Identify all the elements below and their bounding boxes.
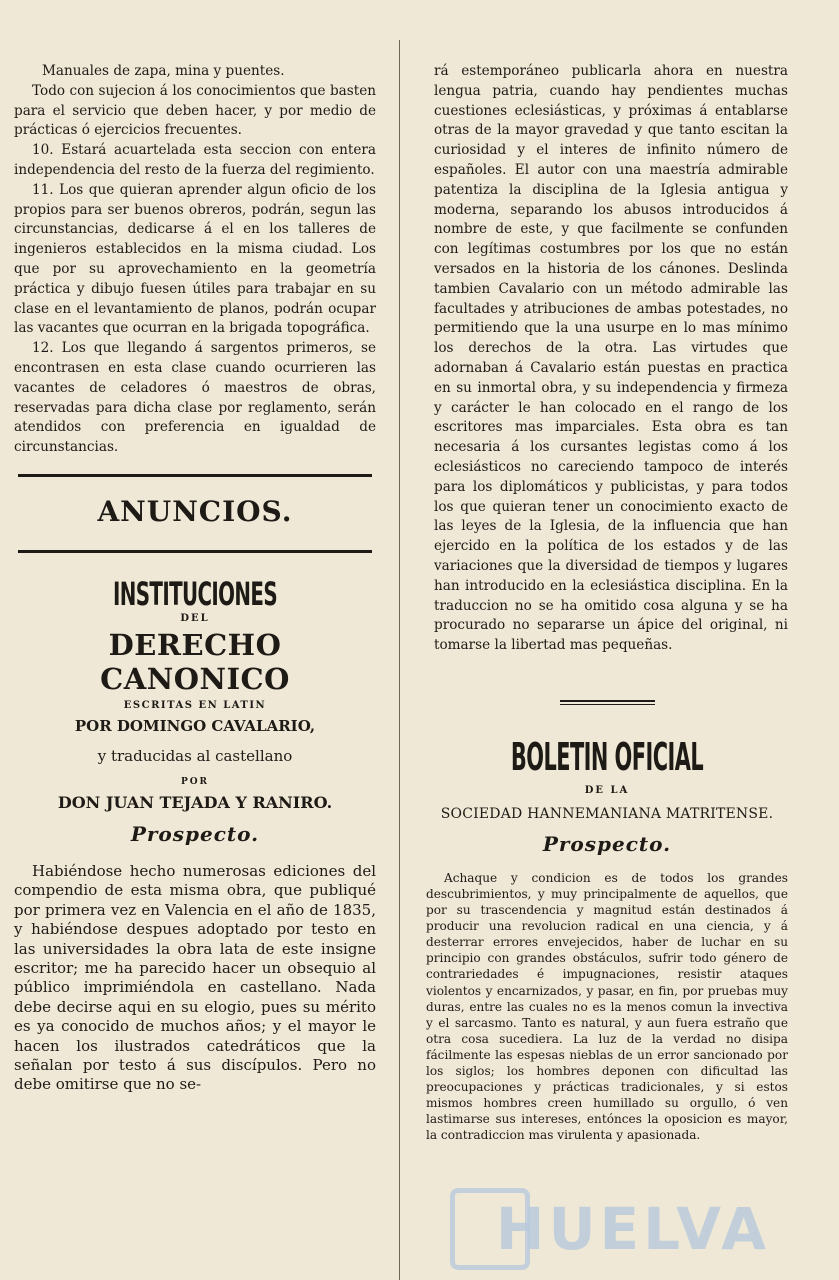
- anuncios-heading: ANUNCIOS.: [97, 494, 293, 528]
- paragraph-item-10: 10. Estará acuartelada esta seccion con entera independencia del resto de la fuerza del regimiento.: [14, 142, 376, 178]
- right-column: [426, 62, 788, 1144]
- rule-top: [18, 474, 372, 477]
- ad-title-instituciones: INSTITUCIONES: [112, 574, 278, 613]
- rule-bottom: [18, 550, 372, 553]
- ad-del: DEL: [180, 612, 210, 624]
- ad-translator: DON JUAN TEJADA Y RANIRO.: [57, 792, 333, 812]
- ad-escritas: ESCRITAS EN LATIN: [123, 699, 267, 711]
- ad-prospecto-heading: Prospecto.: [130, 821, 260, 846]
- ad-traducidas: y traducidas al castellano: [97, 746, 293, 765]
- ad-body-boletin: Achaque y condicion es de todos los grandes descubrimientos, y muy principalmente de aquellos, que por su trascendencia y magnitud están destinados á producir una revolucion radical en una ciencia, y á desterrar errores envejecidos, haber de luchar en su principio con grandes obstáculos, sufrir todo género de contrariedades é impugnaciones, resistir ataques violentos y encarnizados, y pasar, en fin, por pruebas muy duras, entre las cuales no es la menos comun la invectiva y el sarcasmo. Tanto es natural, y aun fuera estraño que otra cosa sucediera. La luz de la verdad no disipa fácilmente las espesas nieblas de un error sancionado por los siglos; los hombres deponen con dificultad las preocupaciones y prácticas tradicionales, y si estos mismos hombres creen humillado su orgullo, ó ven lastimarse sus intereses, entónces la oposicion es mayor, la contradiccion mas virulenta y apasionada.: [426, 870, 788, 1143]
- paragraph-sujecion: Todo con sujecion á los conocimientos que basten para el servicio que deben hacer, y por medio de prácticas ó ejercicios frecuentes.: [14, 82, 376, 139]
- ad-por: POR: [180, 776, 210, 787]
- ad-de-la: DE LA: [584, 784, 630, 796]
- left-column: [14, 62, 376, 1095]
- watermark-text: HUELVA: [495, 1195, 770, 1263]
- paragraph-continuation: rá estemporáneo publicarla ahora en nuestra lengua patria, cuando hay pendientes muchas cuestiones eclesiásticas, y próximas á entablarse otras de la mayor gravedad y que tanto escitan la curiosidad y el interes de infinito número de españoles. El autor con una maestría admirable patentiza la disciplina de la Iglesia antigua y moderna, separando los abusos introducidos á nombre de este, y que facilmente se confunden con legítimas costumbres por los que no están versados en la historia de los cánones. Deslinda tambien Cavalario con un método admirable las facultades y atribuciones de ambas potestades, no permitiendo que la una usurpe en lo mas mínimo los derechos de la otra. Las virtudes que adornaban á Cavalario están puestas en practica en su inmortal obra, y su independencia y firmeza y carácter le han colocado en el rango de los escritores mas imparciales. Esta obra es tan necesaria á los cursantes legistas como á los eclesiásticos no careciendo tampoco de interés para los diplomáticos y publicistas, y para todos los que quieran tener un conocimiento exacto de las leyes de la Iglesia, de la influencia que han ejercido en la política de los estados y de las variaciones que la diversidad de tiempos y lugares han introducido en la eclesiástica disciplina. En la traduccion no se ha omitido cosa alguna y se ha procurado no separarse un ápice del original, ni tomarse la libertad mas pequeñas.: [434, 63, 788, 654]
- ad-society: SOCIEDAD HANNEMANIANA MATRITENSE.: [440, 805, 774, 822]
- ad-title-derecho-canonico: DERECHO CANONICO: [100, 627, 290, 696]
- ad-prospecto-heading-2: Prospecto.: [542, 831, 672, 856]
- section-divider: [560, 700, 655, 705]
- paragraph-item-11: 11. Los que quieran aprender algun oficio de los propios para ser buenos obreros, podrán, segun las circunstancias, dedicarse á el en los talleres de ingenieros establecidos en la misma ciudad. Los que por su aprovechamiento en la geometría práctica y dibujo fuesen útiles para trabajar en su clase en el levantamiento de planos, podrán ocupar las vacantes que ocurran en la brigada topográfica.: [14, 181, 376, 337]
- paragraph-manuales: Manuales de zapa, mina y puentes.: [42, 63, 285, 79]
- paragraph-item-12: 12. Los que llegando á sargentos primeros, se encontrasen en esta clase cuando ocurrieren las vacantes de celadores ó maestros de obras, reservadas para dicha clase por reglamento, serán atendidos con preferencia en igualdad de circunstancias.: [14, 340, 376, 456]
- ad-author: POR DOMINGO CAVALARIO,: [74, 716, 316, 735]
- ad-title-boletin: BOLETIN OFICIAL: [510, 734, 704, 779]
- column-divider: [399, 40, 400, 1280]
- ad-body-canonico: Habiéndose hecho numerosas ediciones del compendio de esta misma obra, que publiqué por primera vez en Valencia en el año de 1835, y habiéndose despues adoptado por testo en las universidades la obra lata de este insigne escritor; me ha parecido hacer un obsequio al público imprimiéndola en castellano. Nada debe decirse aqui en su elogio, pues su mérito es ya conocido de muchos años; y el mayor le hacen los ilustrados catedráticos que la señalan por testo á sus discípulos. Pero no debe omitirse que no se-: [14, 861, 376, 1094]
